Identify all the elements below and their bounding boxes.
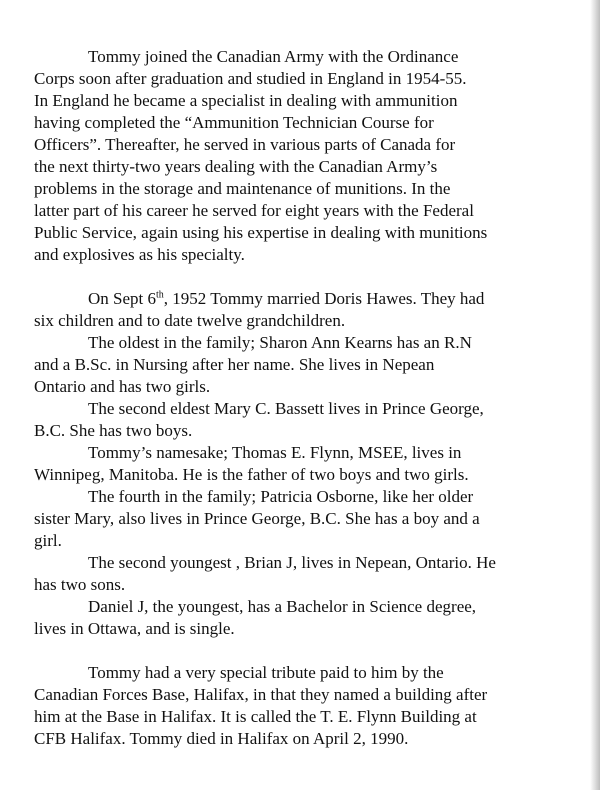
paragraph-gap — [34, 266, 554, 288]
marriage-text-start: On Sept 6 — [88, 289, 156, 308]
paragraph-line: girl. — [34, 531, 62, 550]
child-line-sharon: The oldest in the family; Sharon Ann Kearns has an R.N — [88, 333, 472, 352]
paragraph-line: In England he became a specialist in dealing with ammunition — [34, 91, 458, 110]
paragraph-line: Canadian Forces Base, Halifax, in that they named a building after — [34, 685, 488, 704]
marriage-text-end: , 1952 Tommy married Doris Hawes. They had — [163, 289, 485, 308]
paragraph-line: sister Mary, also lives in Prince George, B.C. She has a boy and a — [34, 509, 480, 528]
paragraph-line: CFB Halifax. Tommy died in Halifax on April 2, 1990. — [34, 729, 409, 748]
paragraph-gap — [34, 640, 554, 662]
paragraph-line: latter part of his career he served for eight years with the Federal — [34, 201, 474, 220]
paragraph-line: Corps soon after graduation and studied in England in 1954-55. — [34, 69, 467, 88]
paragraph-line: and a B.Sc. in Nursing after her name. She lives in Nepean — [34, 355, 435, 374]
paragraph-line: Ontario and has two girls. — [34, 377, 211, 396]
document-body — [34, 46, 554, 750]
paragraph-line: him at the Base in Halifax. It is called the T. E. Flynn Building at — [34, 707, 477, 726]
paragraph-line: having completed the “Ammunition Technician Course for — [34, 113, 434, 132]
paragraph-line: B.C. She has two boys. — [34, 421, 193, 440]
ordinal-suffix: th — [156, 289, 164, 301]
paragraph-line: Public Service, again using his expertise in dealing with munitions — [34, 223, 488, 242]
paragraph-line: Winnipeg, Manitoba. He is the father of two boys and two girls. — [34, 465, 469, 484]
paragraph-line: problems in the storage and maintenance of munitions. In the — [34, 179, 451, 198]
paragraph-line: six children and to date twelve grandchildren. — [34, 311, 346, 330]
paragraph-line: lives in Ottawa, and is single. — [34, 619, 235, 638]
child-line-patricia: The fourth in the family; Patricia Osborne, like her older — [88, 487, 474, 506]
child-line-mary: The second eldest Mary C. Bassett lives in Prince George, — [88, 399, 484, 418]
scan-edge-shadow — [590, 0, 600, 790]
paragraph-line: Officers”. Thereafter, he served in various parts of Canada for — [34, 135, 456, 154]
paragraph-line: the next thirty-two years dealing with the Canadian Army’s — [34, 157, 438, 176]
paragraph-line: and explosives as his specialty. — [34, 245, 245, 264]
child-line-daniel: Daniel J, the youngest, has a Bachelor in Science degree, — [88, 597, 477, 616]
marriage-line — [34, 288, 554, 310]
child-line-thomas: Tommy’s namesake; Thomas E. Flynn, MSEE, lives in — [88, 443, 462, 462]
paragraph-line: Tommy joined the Canadian Army with the Ordinance — [88, 47, 459, 66]
child-line-brian: The second youngest , Brian J, lives in Nepean, Ontario. He — [88, 553, 496, 572]
tribute-line: Tommy had a very special tribute paid to him by the — [88, 663, 444, 682]
paragraph-line: has two sons. — [34, 575, 126, 594]
